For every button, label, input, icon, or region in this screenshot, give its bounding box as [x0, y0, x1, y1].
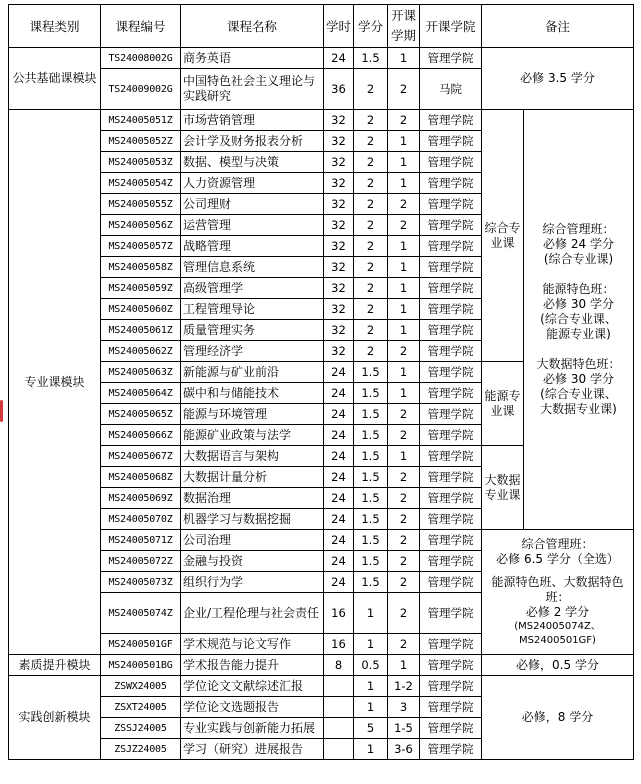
course-term: 1	[388, 173, 420, 194]
course-code: MS24005064Z	[101, 383, 181, 404]
course-name: 学术报告能力提升	[181, 655, 324, 676]
course-college: 管理学院	[420, 425, 482, 446]
course-name: 管理经济学	[181, 341, 324, 362]
course-credits: 1.5	[354, 362, 388, 383]
course-hours: 32	[324, 236, 354, 257]
course-hours: 16	[324, 593, 354, 634]
course-term: 2	[388, 509, 420, 530]
course-name: 质量管理实务	[181, 320, 324, 341]
course-term: 1	[388, 299, 420, 320]
course-name: 机器学习与数据挖掘	[181, 509, 324, 530]
course-code: MS24005054Z	[101, 173, 181, 194]
course-college: 管理学院	[420, 173, 482, 194]
course-term: 2	[388, 341, 420, 362]
course-term: 1	[388, 655, 420, 676]
course-hours: 32	[324, 299, 354, 320]
module-cell: 素质提升模块	[9, 655, 101, 676]
header-college: 开课学院	[420, 5, 482, 48]
course-hours: 24	[324, 572, 354, 593]
course-code: MS24005053Z	[101, 152, 181, 173]
course-hours: 24	[324, 446, 354, 467]
course-credits: 2	[354, 236, 388, 257]
left-edge-marker	[0, 400, 3, 422]
course-college: 管理学院	[420, 676, 482, 697]
course-code: ZSJZ24005	[101, 739, 181, 760]
course-name: 中国特色社会主义理论与实践研究	[181, 69, 324, 110]
course-credits: 2	[354, 215, 388, 236]
course-hours: 8	[324, 655, 354, 676]
course-credits: 2	[354, 257, 388, 278]
course-credits: 1	[354, 739, 388, 760]
course-college: 管理学院	[420, 634, 482, 655]
course-college: 管理学院	[420, 593, 482, 634]
header-category: 课程类别	[9, 5, 101, 48]
course-term: 1	[388, 320, 420, 341]
course-code: MS24005073Z	[101, 572, 181, 593]
course-table-body	[9, 48, 634, 760]
course-name: 能源矿业政策与法学	[181, 425, 324, 446]
course-college: 管理学院	[420, 299, 482, 320]
course-credits: 2	[354, 131, 388, 152]
course-credits: 2	[354, 320, 388, 341]
course-credits: 2	[354, 173, 388, 194]
course-term: 1	[388, 257, 420, 278]
course-code: MS24005067Z	[101, 446, 181, 467]
course-credits: 1.5	[354, 572, 388, 593]
module-cell: 公共基础课模块	[9, 48, 101, 110]
course-name: 新能源与矿业前沿	[181, 362, 324, 383]
table-row	[9, 655, 634, 676]
course-college: 管理学院	[420, 341, 482, 362]
course-term: 2	[388, 551, 420, 572]
course-college: 管理学院	[420, 215, 482, 236]
course-name: 金融与投资	[181, 551, 324, 572]
course-hours: 24	[324, 425, 354, 446]
course-college: 管理学院	[420, 194, 482, 215]
course-college: 管理学院	[420, 530, 482, 551]
course-term: 2	[388, 425, 420, 446]
course-hours: 32	[324, 215, 354, 236]
table-row	[9, 110, 634, 131]
course-college: 管理学院	[420, 383, 482, 404]
note-major-main: 综合管理班： 必修 24 学分 (综合专业课) 能源特色班： 必修 30 学分 (综合专业课、 能源专业课) 大数据特色班： 必修 30 学分 (综合专业课、 大数据专业课)	[524, 110, 634, 530]
course-term: 2	[388, 634, 420, 655]
course-college: 马院	[420, 69, 482, 110]
course-term: 2	[388, 215, 420, 236]
course-code: MS24005069Z	[101, 488, 181, 509]
course-name: 专业实践与创新能力拓展	[181, 718, 324, 739]
course-code: TS24009002G	[101, 69, 181, 110]
module-cell: 专业课模块	[9, 110, 101, 655]
table-row	[9, 676, 634, 697]
course-name: 商务英语	[181, 48, 324, 69]
course-credits: 1.5	[354, 48, 388, 69]
course-term: 2	[388, 404, 420, 425]
course-code: MS24005052Z	[101, 131, 181, 152]
course-college: 管理学院	[420, 257, 482, 278]
course-credits: 1	[354, 697, 388, 718]
course-credits: 2	[354, 110, 388, 131]
course-hours: 24	[324, 404, 354, 425]
course-college: 管理学院	[420, 110, 482, 131]
course-hours: 24	[324, 383, 354, 404]
course-code: MS24005065Z	[101, 404, 181, 425]
subgroup-bigdata: 大数据专业课	[482, 446, 524, 530]
module-cell: 实践创新模块	[9, 676, 101, 760]
course-term: 1-5	[388, 718, 420, 739]
course-college: 管理学院	[420, 404, 482, 425]
course-code: ZSSJ24005	[101, 718, 181, 739]
course-code: MS24005063Z	[101, 362, 181, 383]
course-code: MS24005056Z	[101, 215, 181, 236]
course-hours: 24	[324, 488, 354, 509]
course-term: 1-2	[388, 676, 420, 697]
course-hours	[324, 697, 354, 718]
course-college: 管理学院	[420, 236, 482, 257]
course-hours: 32	[324, 110, 354, 131]
course-term: 1	[388, 278, 420, 299]
note-public: 必修 3.5 学分	[482, 48, 634, 110]
course-hours: 32	[324, 341, 354, 362]
course-hours: 32	[324, 257, 354, 278]
course-term: 1	[388, 131, 420, 152]
header-name: 课程名称	[181, 5, 324, 48]
course-code: MS24005062Z	[101, 341, 181, 362]
course-college: 管理学院	[420, 48, 482, 69]
course-code: MS24005071Z	[101, 530, 181, 551]
course-code: MS24005074Z	[101, 593, 181, 634]
course-name: 工程管理导论	[181, 299, 324, 320]
note-practice: 必修，8 学分	[482, 676, 634, 760]
course-name: 大数据计量分析	[181, 467, 324, 488]
course-hours: 24	[324, 48, 354, 69]
course-credits: 1.5	[354, 509, 388, 530]
course-hours: 32	[324, 152, 354, 173]
course-credits: 1.5	[354, 551, 388, 572]
course-hours: 24	[324, 362, 354, 383]
course-college: 管理学院	[420, 509, 482, 530]
course-credits: 1	[354, 676, 388, 697]
note-quality: 必修，0.5 学分	[482, 655, 634, 676]
course-hours	[324, 676, 354, 697]
course-college: 管理学院	[420, 467, 482, 488]
course-hours: 24	[324, 467, 354, 488]
course-code: MS24005068Z	[101, 467, 181, 488]
course-credits: 1.5	[354, 446, 388, 467]
course-credits: 2	[354, 299, 388, 320]
course-name: 学位论文选题报告	[181, 697, 324, 718]
course-name: 战略管理	[181, 236, 324, 257]
course-code: MS24005061Z	[101, 320, 181, 341]
course-name: 市场营销管理	[181, 110, 324, 131]
course-hours: 16	[324, 634, 354, 655]
course-code: TS24008002G	[101, 48, 181, 69]
course-college: 管理学院	[420, 278, 482, 299]
course-table	[8, 4, 634, 760]
course-term: 3-6	[388, 739, 420, 760]
course-code: MS24005072Z	[101, 551, 181, 572]
course-credits: 2	[354, 69, 388, 110]
course-term: 1	[388, 236, 420, 257]
course-college: 管理学院	[420, 362, 482, 383]
course-college: 管理学院	[420, 718, 482, 739]
course-term: 1	[388, 152, 420, 173]
note-major-elective-line: 综合管理班： 必修 6.5 学分（全选）	[496, 536, 619, 566]
table-row	[9, 48, 634, 69]
subgroup-comprehensive: 综合专业课	[482, 110, 524, 362]
course-name: 学位论文文献综述汇报	[181, 676, 324, 697]
course-college: 管理学院	[420, 152, 482, 173]
course-code: MS24005059Z	[101, 278, 181, 299]
course-term: 2	[388, 110, 420, 131]
course-college: 管理学院	[420, 572, 482, 593]
course-code: ZSXT24005	[101, 697, 181, 718]
course-name: 公司理财	[181, 194, 324, 215]
course-name: 管理信息系统	[181, 257, 324, 278]
course-term: 2	[388, 572, 420, 593]
course-name: 大数据语言与架构	[181, 446, 324, 467]
subgroup-energy: 能源专业课	[482, 362, 524, 446]
course-term: 2	[388, 530, 420, 551]
course-hours	[324, 739, 354, 760]
course-code: ZSWX24005	[101, 676, 181, 697]
course-term: 2	[388, 69, 420, 110]
course-name: 学术规范与论文写作	[181, 634, 324, 655]
course-hours: 32	[324, 131, 354, 152]
course-code: MS24005057Z	[101, 236, 181, 257]
course-hours: 24	[324, 509, 354, 530]
course-hours	[324, 718, 354, 739]
course-term: 1	[388, 48, 420, 69]
course-hours: 36	[324, 69, 354, 110]
course-term: 2	[388, 488, 420, 509]
course-college: 管理学院	[420, 551, 482, 572]
course-name: 学习（研究）进展报告	[181, 739, 324, 760]
table-row	[9, 530, 634, 551]
course-code: MS24005066Z	[101, 425, 181, 446]
course-term: 1	[388, 446, 420, 467]
course-name: 人力资源管理	[181, 173, 324, 194]
course-name: 企业/工程伦理与社会责任	[181, 593, 324, 634]
course-hours: 24	[324, 530, 354, 551]
course-credits: 2	[354, 152, 388, 173]
course-college: 管理学院	[420, 739, 482, 760]
course-credits: 2	[354, 194, 388, 215]
course-code: MS24005051Z	[101, 110, 181, 131]
course-college: 管理学院	[420, 131, 482, 152]
course-term: 2	[388, 467, 420, 488]
course-name: 会计学及财务报表分析	[181, 131, 324, 152]
course-credits: 2	[354, 341, 388, 362]
header-note: 备注	[482, 5, 634, 48]
header-code: 课程编号	[101, 5, 181, 48]
course-code: MS24005060Z	[101, 299, 181, 320]
course-college: 管理学院	[420, 488, 482, 509]
note-major-elective-line: (MS24005074Z、 MS2400501GF)	[514, 620, 601, 646]
header-row	[9, 5, 634, 48]
course-hours: 32	[324, 173, 354, 194]
course-credits: 0.5	[354, 655, 388, 676]
course-hours: 32	[324, 320, 354, 341]
course-college: 管理学院	[420, 446, 482, 467]
course-term: 1	[388, 362, 420, 383]
course-code: MS2400501BG	[101, 655, 181, 676]
course-term: 2	[388, 194, 420, 215]
course-hours: 32	[324, 194, 354, 215]
header-hours: 学时	[324, 5, 354, 48]
course-name: 能源与环境管理	[181, 404, 324, 425]
course-name: 数据、模型与决策	[181, 152, 324, 173]
course-college: 管理学院	[420, 320, 482, 341]
course-name: 组织行为学	[181, 572, 324, 593]
course-credits: 1.5	[354, 467, 388, 488]
course-name: 数据治理	[181, 488, 324, 509]
course-name: 公司治理	[181, 530, 324, 551]
course-credits: 1.5	[354, 488, 388, 509]
course-code: MS24005070Z	[101, 509, 181, 530]
course-term: 1	[388, 383, 420, 404]
course-code: MS24005055Z	[101, 194, 181, 215]
note-major-elective-line: 能源特色班、大数据特色班： 必修 2 学分	[491, 574, 624, 619]
course-credits: 5	[354, 718, 388, 739]
header-credits: 学分	[354, 5, 388, 48]
course-term: 3	[388, 697, 420, 718]
header-term: 开课学期	[388, 5, 420, 48]
note-major-elective	[482, 530, 634, 655]
course-credits: 1.5	[354, 425, 388, 446]
course-name: 碳中和与储能技术	[181, 383, 324, 404]
course-term: 2	[388, 593, 420, 634]
course-name: 高级管理学	[181, 278, 324, 299]
course-credits: 1	[354, 593, 388, 634]
course-code: MS2400501GF	[101, 634, 181, 655]
course-credits: 2	[354, 278, 388, 299]
course-credits: 1.5	[354, 404, 388, 425]
course-college: 管理学院	[420, 655, 482, 676]
course-credits: 1.5	[354, 530, 388, 551]
course-credits: 1.5	[354, 383, 388, 404]
course-name: 运营管理	[181, 215, 324, 236]
course-code: MS24005058Z	[101, 257, 181, 278]
course-hours: 32	[324, 278, 354, 299]
course-college: 管理学院	[420, 697, 482, 718]
course-credits: 1	[354, 634, 388, 655]
course-hours: 24	[324, 551, 354, 572]
